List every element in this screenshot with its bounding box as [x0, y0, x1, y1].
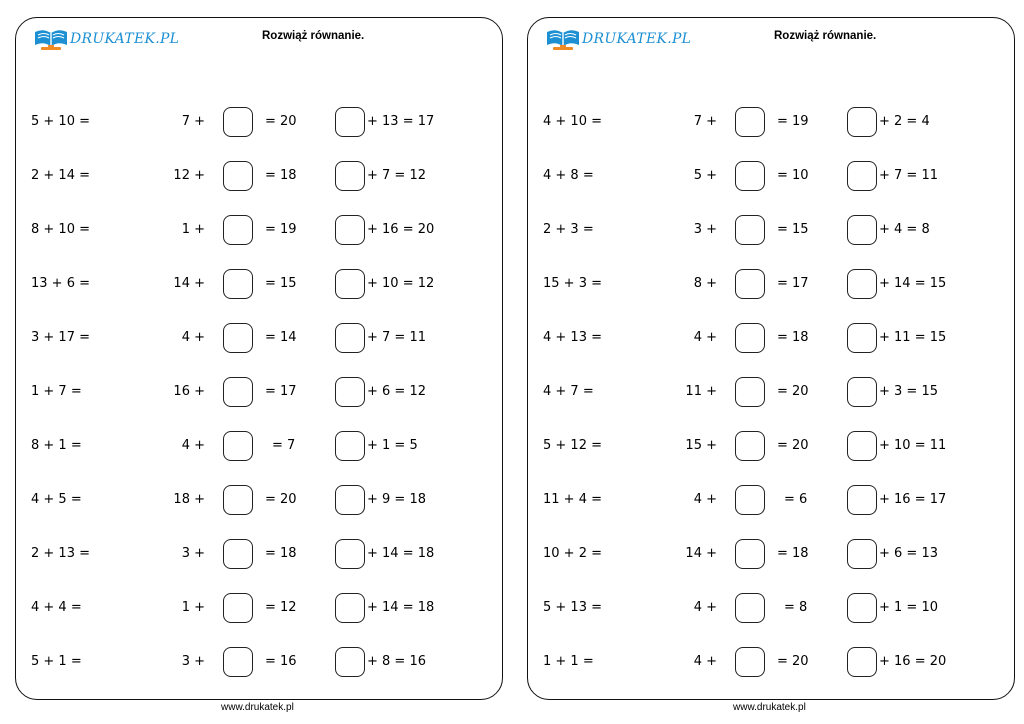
addend-left: 3 + [181, 546, 205, 561]
answer-box[interactable] [735, 485, 765, 515]
equation-row [528, 322, 1014, 354]
sum-expression: 5 + 10 = [31, 114, 90, 129]
equation-result: = 14 [265, 330, 297, 345]
equation-row [16, 538, 502, 570]
logo-text: DRUKATEK.PL [582, 31, 692, 47]
answer-box[interactable] [735, 269, 765, 299]
equation-remainder: + 16 = 20 [367, 222, 435, 237]
equation-remainder: + 16 = 20 [879, 654, 947, 669]
equation-remainder: + 10 = 11 [879, 438, 947, 453]
sum-expression: 4 + 5 = [31, 492, 82, 507]
equation-row [528, 268, 1014, 300]
answer-box[interactable] [847, 323, 877, 353]
equation-row [528, 538, 1014, 570]
footer-url: www.drukatek.pl [221, 702, 294, 713]
equation-remainder: + 10 = 12 [367, 276, 435, 291]
logo-text: DRUKATEK.PL [70, 31, 180, 47]
worksheet-left [15, 17, 503, 700]
sum-expression: 2 + 13 = [31, 546, 90, 561]
worksheet-right [527, 17, 1015, 700]
answer-box[interactable] [223, 161, 253, 191]
drukatek-logo [545, 24, 691, 54]
answer-box[interactable] [335, 485, 365, 515]
answer-box[interactable] [847, 647, 877, 677]
equation-result: = 6 [784, 492, 808, 507]
answer-box[interactable] [735, 539, 765, 569]
equation-row [16, 430, 502, 462]
addend-left: 8 + [693, 276, 717, 291]
equation-result: = 20 [777, 384, 809, 399]
equation-result: = 16 [265, 654, 297, 669]
answer-box[interactable] [335, 593, 365, 623]
equation-remainder: + 7 = 11 [367, 330, 426, 345]
answer-box[interactable] [847, 485, 877, 515]
addend-left: 3 + [181, 654, 205, 669]
equation-result: = 15 [265, 276, 297, 291]
equation-row [16, 322, 502, 354]
equation-remainder: + 14 = 18 [367, 546, 435, 561]
answer-box[interactable] [735, 377, 765, 407]
answer-box[interactable] [335, 539, 365, 569]
equation-result: = 18 [777, 330, 809, 345]
equation-row [16, 376, 502, 408]
addend-left: 1 + [181, 222, 205, 237]
sum-expression: 10 + 2 = [543, 546, 602, 561]
page-title: Rozwiąż równanie. [262, 30, 365, 42]
sum-expression: 15 + 3 = [543, 276, 602, 291]
answer-box[interactable] [223, 323, 253, 353]
sum-expression: 4 + 10 = [543, 114, 602, 129]
equation-remainder: + 14 = 15 [879, 276, 947, 291]
equation-remainder: + 14 = 18 [367, 600, 435, 615]
answer-box[interactable] [335, 431, 365, 461]
equation-result: = 17 [777, 276, 809, 291]
answer-box[interactable] [735, 107, 765, 137]
answer-box[interactable] [223, 647, 253, 677]
answer-box[interactable] [223, 269, 253, 299]
equation-row [528, 646, 1014, 678]
equation-result: = 20 [777, 654, 809, 669]
sum-expression: 4 + 4 = [31, 600, 82, 615]
addend-left: 4 + [693, 330, 717, 345]
equation-result: = 18 [777, 546, 809, 561]
addend-left: 4 + [693, 492, 717, 507]
addend-left: 5 + [693, 168, 717, 183]
footer-url: www.drukatek.pl [733, 702, 806, 713]
answer-box[interactable] [223, 215, 253, 245]
equation-row [528, 430, 1014, 462]
equation-row [16, 268, 502, 300]
addend-left: 14 + [685, 546, 717, 561]
addend-left: 4 + [181, 330, 205, 345]
equation-row [16, 106, 502, 138]
equation-row [528, 160, 1014, 192]
answer-box[interactable] [847, 431, 877, 461]
equation-remainder: + 16 = 17 [879, 492, 947, 507]
equation-remainder: + 6 = 13 [879, 546, 938, 561]
answer-box[interactable] [223, 107, 253, 137]
drukatek-logo [33, 24, 179, 54]
page-title: Rozwiąż równanie. [774, 30, 877, 42]
equation-remainder: + 7 = 11 [879, 168, 938, 183]
answer-box[interactable] [735, 323, 765, 353]
equation-result: = 8 [784, 600, 808, 615]
equation-remainder: + 1 = 10 [879, 600, 938, 615]
sum-expression: 2 + 3 = [543, 222, 594, 237]
equation-remainder: + 9 = 18 [367, 492, 426, 507]
equation-row [528, 376, 1014, 408]
answer-box[interactable] [335, 161, 365, 191]
equation-row [16, 214, 502, 246]
answer-box[interactable] [847, 593, 877, 623]
addend-left: 15 + [685, 438, 717, 453]
sum-expression: 1 + 7 = [31, 384, 82, 399]
addend-left: 14 + [173, 276, 205, 291]
answer-box[interactable] [735, 161, 765, 191]
answer-box[interactable] [735, 593, 765, 623]
addend-left: 4 + [693, 600, 717, 615]
equation-row [16, 646, 502, 678]
sum-expression: 2 + 14 = [31, 168, 90, 183]
equation-result: = 19 [265, 222, 297, 237]
equation-row [528, 106, 1014, 138]
sum-expression: 4 + 7 = [543, 384, 594, 399]
book-icon [33, 26, 69, 52]
equation-result: = 12 [265, 600, 297, 615]
addend-left: 11 + [685, 384, 717, 399]
equation-row [16, 592, 502, 624]
answer-box[interactable] [223, 593, 253, 623]
sum-expression: 11 + 4 = [543, 492, 602, 507]
addend-left: 7 + [693, 114, 717, 129]
equation-result: = 7 [272, 438, 296, 453]
sum-expression: 4 + 13 = [543, 330, 602, 345]
equation-row [16, 484, 502, 516]
answer-box[interactable] [223, 539, 253, 569]
equation-result: = 15 [777, 222, 809, 237]
equation-remainder: + 4 = 8 [879, 222, 930, 237]
sum-expression: 5 + 12 = [543, 438, 602, 453]
equation-remainder: + 8 = 16 [367, 654, 426, 669]
answer-box[interactable] [335, 215, 365, 245]
equation-remainder: + 3 = 15 [879, 384, 938, 399]
addend-left: 4 + [693, 654, 717, 669]
sum-expression: 5 + 13 = [543, 600, 602, 615]
addend-left: 18 + [173, 492, 205, 507]
equation-result: = 18 [265, 546, 297, 561]
sum-expression: 8 + 10 = [31, 222, 90, 237]
equation-remainder: + 1 = 5 [367, 438, 418, 453]
answer-box[interactable] [847, 161, 877, 191]
sum-expression: 13 + 6 = [31, 276, 90, 291]
equation-result: = 10 [777, 168, 809, 183]
addend-left: 1 + [181, 600, 205, 615]
equation-remainder: + 11 = 15 [879, 330, 947, 345]
answer-box[interactable] [847, 215, 877, 245]
addend-left: 12 + [173, 168, 205, 183]
equation-result: = 20 [777, 438, 809, 453]
answer-box[interactable] [335, 647, 365, 677]
answer-box[interactable] [847, 269, 877, 299]
equation-result: = 20 [265, 114, 297, 129]
equation-remainder: + 7 = 12 [367, 168, 426, 183]
equation-result: = 17 [265, 384, 297, 399]
answer-box[interactable] [735, 647, 765, 677]
sum-expression: 8 + 1 = [31, 438, 82, 453]
equation-result: = 18 [265, 168, 297, 183]
equation-remainder: + 2 = 4 [879, 114, 930, 129]
book-icon [545, 26, 581, 52]
equation-row [528, 484, 1014, 516]
equation-row [528, 214, 1014, 246]
answer-box[interactable] [847, 377, 877, 407]
answer-box[interactable] [335, 107, 365, 137]
equation-remainder: + 13 = 17 [367, 114, 435, 129]
sum-expression: 4 + 8 = [543, 168, 594, 183]
answer-box[interactable] [223, 377, 253, 407]
addend-left: 16 + [173, 384, 205, 399]
answer-box[interactable] [335, 323, 365, 353]
equation-row [16, 160, 502, 192]
equation-remainder: + 6 = 12 [367, 384, 426, 399]
answer-box[interactable] [735, 431, 765, 461]
addend-left: 4 + [181, 438, 205, 453]
sum-expression: 1 + 1 = [543, 654, 594, 669]
answer-box[interactable] [847, 107, 877, 137]
answer-box[interactable] [223, 431, 253, 461]
sum-expression: 3 + 17 = [31, 330, 90, 345]
sum-expression: 5 + 1 = [31, 654, 82, 669]
answer-box[interactable] [735, 215, 765, 245]
answer-box[interactable] [335, 269, 365, 299]
addend-left: 3 + [693, 222, 717, 237]
equation-result: = 19 [777, 114, 809, 129]
answer-box[interactable] [847, 539, 877, 569]
equation-result: = 20 [265, 492, 297, 507]
answer-box[interactable] [335, 377, 365, 407]
addend-left: 7 + [181, 114, 205, 129]
answer-box[interactable] [223, 485, 253, 515]
equation-row [528, 592, 1014, 624]
